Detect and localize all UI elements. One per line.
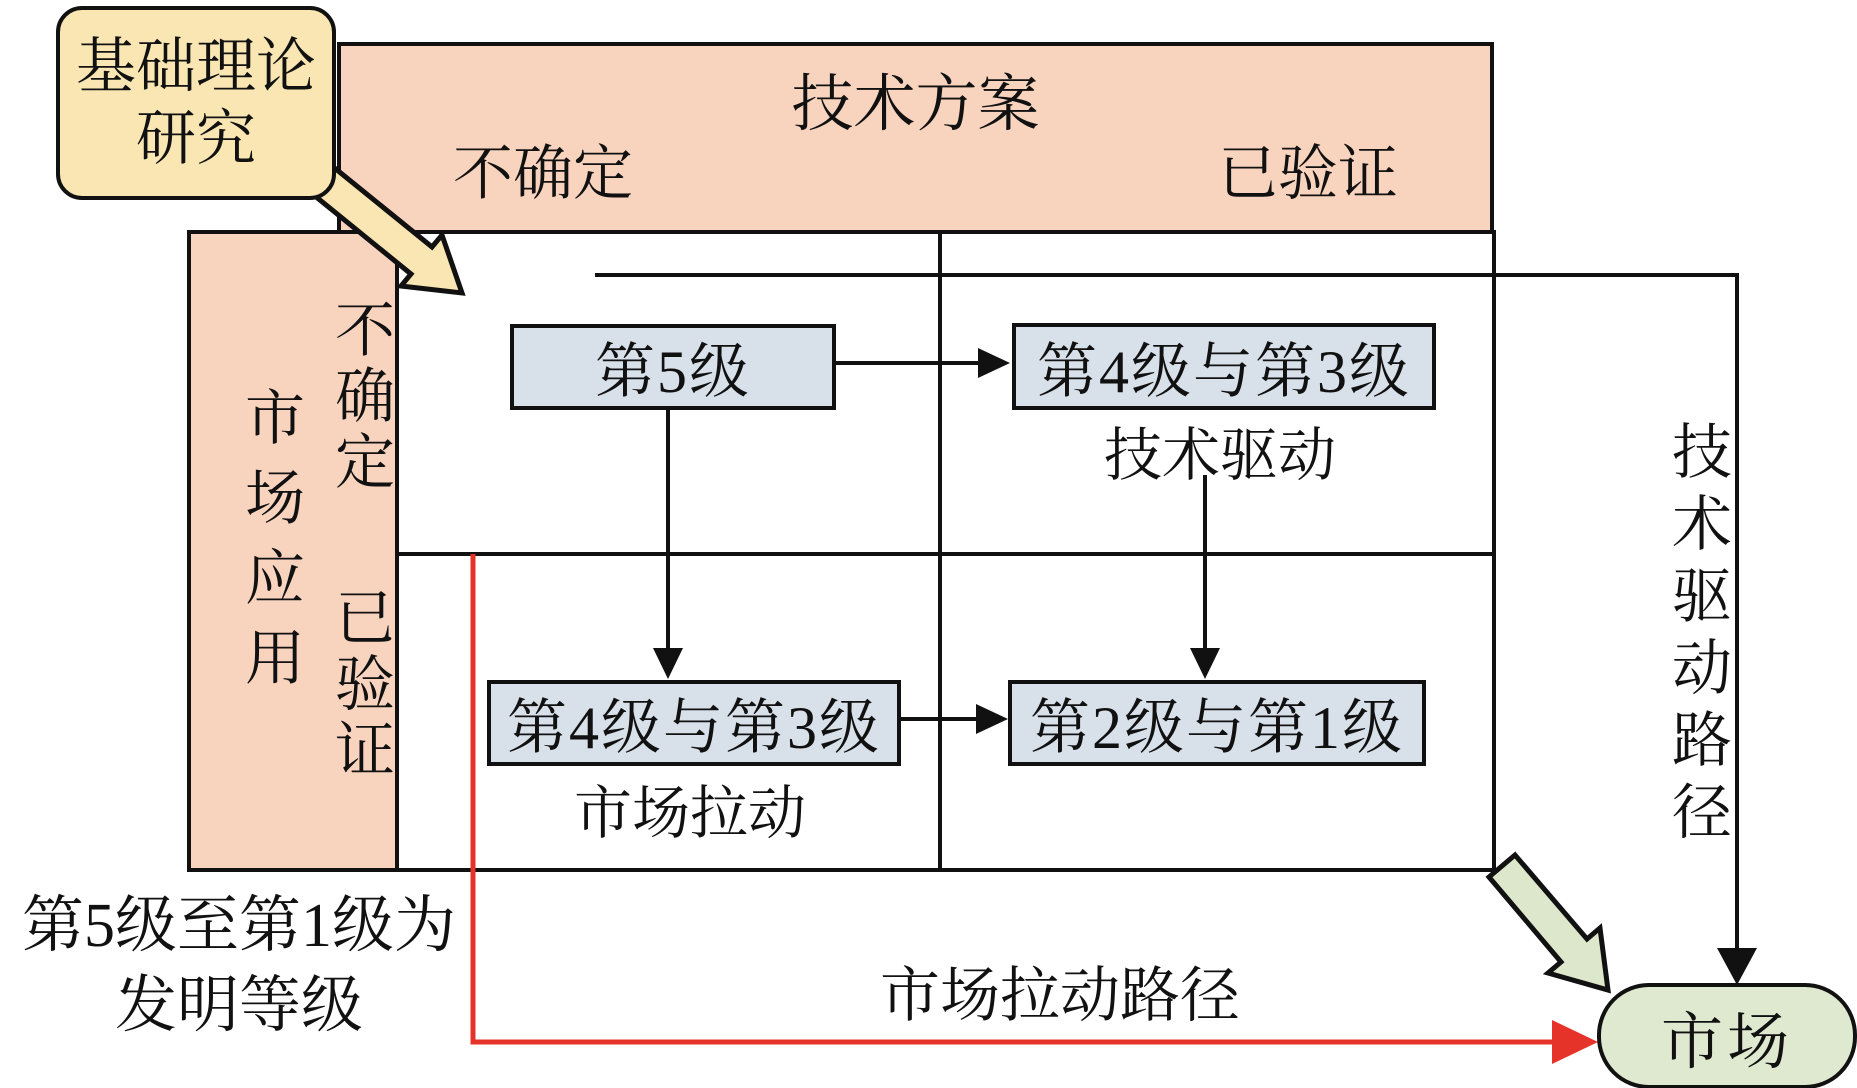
invention-level-note (0, 886, 478, 1046)
basic-theory-line1: 基础理论 (76, 34, 316, 100)
market-node: 市场 (1597, 983, 1857, 1088)
invention-level-note-line2: 发明等级 (114, 972, 363, 1040)
tech-solution-title: 技术方案 (791, 71, 1040, 139)
market-pull-caption: 市场拉动 (573, 781, 806, 846)
market-pull-path-arrowhead-icon (1552, 1020, 1598, 1064)
tech-driven-path-arrowhead-icon (1717, 948, 1757, 985)
arrow-marketpull-to-level21-head-icon (976, 704, 1008, 734)
matrix-to-market-arrow-icon (1489, 855, 1608, 990)
tech-driven-path-label: 技术驱动路径 (1664, 420, 1730, 852)
arrow-tech-to-level21-head-icon (1190, 648, 1220, 679)
level43-tech-driven-box: 第4级与第3级 (1012, 323, 1436, 410)
arrow-level5-to-tech-head-icon (978, 348, 1010, 378)
tech-driven-caption: 技术驱动 (1103, 423, 1336, 488)
market-application-title: 市场应用 (237, 386, 303, 706)
market-pull-path-label: 市场拉动路径 (880, 963, 1240, 1029)
market-verified-label: 已验证 (327, 586, 393, 784)
tech-verified-label: 已验证 (1218, 141, 1398, 207)
basic-theory-box (56, 6, 336, 200)
level5-box: 第5级 (510, 324, 836, 410)
tech-uncertain-label: 不确定 (453, 141, 633, 207)
market-uncertain-label: 不确定 (327, 298, 393, 496)
invention-level-note-line1: 第5级至第1级为 (21, 892, 456, 960)
level43-market-pull-box: 第4级与第3级 (487, 680, 901, 766)
basic-theory-line2: 研究 (136, 106, 256, 172)
arrow-level5-to-marketpull-head-icon (653, 648, 683, 679)
level21-box: 第2级与第1级 (1008, 680, 1426, 766)
